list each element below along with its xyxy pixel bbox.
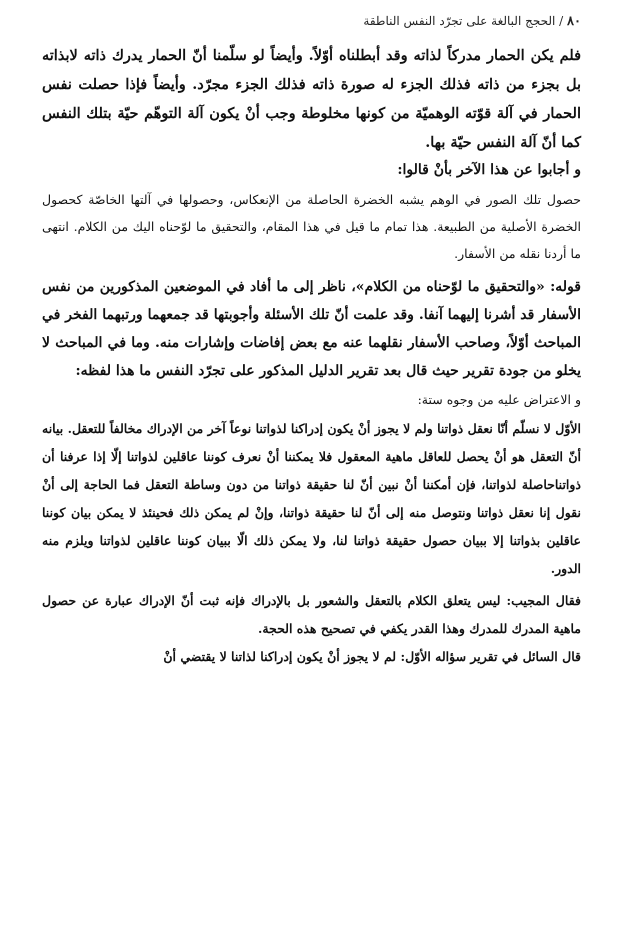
commentary-paragraph: قوله: «والتحقيق ما لوّحناه من الكلام»، ناظر إلى ما أفاد في الموضعين المذكورين من نفس الأسفار قد أشرنا إليهما آنفا. وقد علمت أنّ تلك الأسئلة وأجوبتها قد جمعهما ورتبهما الفخر في المباحث أوّلاً، وصاحب الأسفار نقلهما عنه مع بعض إفاضات وإشارات منه. وما في المباحث لا يخلو من جودة تقرير حيث قال بعد تقرير الدليل المذكور على تجرّد النفس ما هذا لفظه:	[42, 279, 581, 379]
first-objection: الأوّل لا نسلّم أنّا نعقل ذواتنا ولم لا يجوز أنْ يكون إدراكنا لذواتنا نوعاً آخر من الإدراك مخالفاً للتعقل. بيانه أنّ التعقل هو أنْ يحصل للعاقل ماهية المعقول فلا يمكننا أنْ نعرف كوننا عاقلين لذواتنا إلّا إذا عرفنا أن ذواتناحاصلة لذواتنا، فإن أمكننا أنْ نبين أنّ لنا حقيقة ذواتنا من دون وساطة التعقل فما الحاجة إلى أنْ نقول إنا نعقل ذواتنا ونتوصل منه إلى أنّ لنا حقيقة ذواتنا، وإنْ لم يمكن ذلك فحينئذ لا يمكن بيان كوننا عاقلين بذواتنا إلا ببيان حصول حقيقة ذواتنا لنا، ولا يمكن ذلك الّا ببيان كوننا عاقلين لذواتنا ويلزم منه الدور.	[42, 421, 581, 576]
header-separator: /	[559, 14, 564, 28]
running-title: الحجج البالغة على تجرّد النفس الناطقة	[363, 14, 556, 28]
questioner-continuation: قال السائل في تقرير سؤاله الأوّل: لم لا يجوز أنْ يكون إدراكنا لذاتنا لا يقتضي أنْ	[163, 649, 581, 664]
running-header	[42, 12, 581, 31]
reply-intro: و أجابوا عن هذا الآخر بأنْ قالوا:	[397, 162, 581, 178]
asfar-quotation: حصول تلك الصور في الوهم يشبه الخضرة الحاصلة من الإنعكاس، وحصولها في آلتها الخاصّة كحصول الخضرة الأصلية من الطبيعة. هذا تمام ما قيل في هذا المقام، والتحقيق ما لوّحناه اليك من الكلام. انتهى ما أردنا نقله من الأسفار.	[42, 192, 581, 261]
respondent-answer: فقال المجيب: ليس يتعلق الكلام بالتعقل والشعور بل بالإدراك فإنه ثبت أنّ الإدراك عبارة عن حصول ماهية المدرك للمدرك وهذا القدر يكفي في تصحيح هذه الحجة.	[42, 593, 581, 636]
main-paragraph: فلم يكن الحمار مدركاً لذاته وقد أبطلناه أوّلاً. وأيضاً لو سلّمنا أنّ الحمار يدرك ذاته لابذاته بل بجزء من ذاته فذلك الجزء له صورة ذاته فذلك الجزء مجرّد. وأيضاً فإذا حصلت نفس الحمار في آلة قوّته الوهميّة من كونها مخلوطة وجب أنْ يكون آلة التوهّم حيّة بتلك النفس كما أنّ آلة النفس حيّة بها.	[42, 47, 581, 151]
six-objections-intro: و الاعتراض عليه من وجوه ستة:	[417, 392, 581, 407]
page-number: ٨٠	[567, 14, 581, 29]
